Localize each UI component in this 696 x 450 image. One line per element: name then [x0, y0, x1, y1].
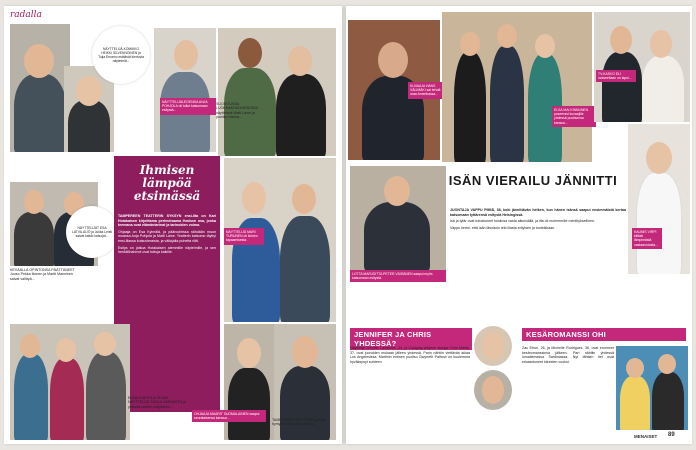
footer-magazine: MENAISET: [634, 434, 658, 439]
section-title-jennifer: JENNIFER JA CHRIS YHDESSÄ?: [350, 328, 472, 350]
body-paragraph-3: Esitys on jatkoa Hotakaisen aiemmille näytelmille, ja sen henkilöhahmot ovat tuttuja kaikille.: [118, 245, 216, 255]
photo-jennifer: [474, 326, 512, 366]
headline: ISÄN VIERAILU JÄNNITTI: [448, 173, 618, 188]
left-page: [4, 6, 342, 444]
body-paragraph-right-3: Vappu kertoi, että isän läsnäolo teki illasta erityisen ja tunteikkaan.: [450, 225, 556, 230]
lead-paragraph: TAMPEREEN TEATTERIN SYKSYN ensi-ilta on Kari Hotakaisen kirjoittama perhedraama Ihmisen osa, jonka teemana ovat elämäntarinat ja tarinoiden voima.: [118, 214, 216, 228]
page-number: 89: [668, 432, 675, 438]
photo-man-glasses: [10, 24, 70, 152]
photo-zac-michelle: [616, 346, 688, 430]
caption-bottom-mid: OHJAAJA MAARIT SUOMALAINEN saapui seuralaisensa kanssa...: [192, 410, 266, 422]
caption-mid-left: KEVÄÄLLÄ OPINTONSA PÄÄTTÄNEET Juuso Pekka Ikonen ja Martti Manninen saivat valittyä...: [10, 268, 75, 281]
article-body-right: [450, 208, 626, 232]
caption-blonde: TV-KASVO ELI luotseellaan on lapsi...: [596, 70, 636, 82]
photo-family-group: [442, 12, 592, 162]
section-body-kesaromanssi: Zac Efron, 26, ja Michelle Rodriguez, 36, ovat eronneet kesäromanssinsa jälkeen. Pari nähtiin yhdessä lomailemassa Sardiniassa. Nyt tähtien tiet ovat erkaantuneet kiireiden vuoksi.: [522, 346, 614, 364]
caption-bottom-left: ELINA KNIHTILÄ OHJAA NÄYTTELIJÄ TUULA VÄÄNÄSTÄ ja ystävää uuteen esitykseen...: [128, 396, 186, 409]
caption-gray-couple: SUOSITUSSA LUOKKAKOKOUKSESSA näyttelevä Matti Laine ja puoliso Hanna...: [216, 102, 258, 120]
bubble-caption-bottom: NÄYTTELIJÄT ESA LATVA-ÄIJÖ ja Jukka Leisti saivat kaikki katsojat...: [66, 206, 118, 258]
section-body-jennifer: Näyttelijä Jennifer Lawrence, 24, ja Coldplay-yhtyeen laulaja Chris Martin, 37, ovat juoruiden mukaan jälleen yhdessä. Parin nähtiin viettävän aikaa Los Angelesissa. Martinin entinen puoliso Gwyneth Paltrow on kuulemma hyväksynyt suhteen.: [350, 346, 470, 364]
caption-far-right: KAUNIS VIRPI kiittää lämpimästä vastaanotosta...: [632, 228, 662, 249]
right-page: [346, 6, 692, 444]
caption-bottom-right: TAMPEREEN TEATTERIN johtaja hymyilee ensi-illan jälkeen...: [272, 418, 327, 427]
body-paragraph-right-2: Isä ja tytär ovat tutustuneet toisiinsa vasta aikuisiällä, ja ilta oli molemmille merkityksellinen.: [450, 219, 596, 224]
section-label: radalla: [10, 10, 42, 20]
photo-woman-center: [154, 28, 216, 152]
lead-paragraph-right: JUONTAJA VAPPU PIMIÄ, 38, koki jännittävän hetken, kun hänen isänsä saapui ensimmäistä kertaa katsomaan tyttärensä esitystä Helsingissä.: [450, 208, 626, 217]
photo-man-reading: [350, 166, 446, 270]
caption-green-couple: NÄYTTELIJÄLEGENDA ANJA POHJOLA oli tullut katsomaan esitystä...: [160, 98, 216, 115]
photo-couple-top-right: [594, 12, 690, 122]
caption-pink-mid: NÄYTTELIJÄ MARI TURUNEN oli iloinen tapaamisesta.: [224, 228, 264, 245]
body-paragraph-2: Ohjaaja on Esa Kylmälä, ja päärooleissa nähdään muun muassa Anja Pohjola ja Matti Laine. Teatterin katsomo täyttyi ensi-illassa kutsuvieraista, ja väliajalla puhetta riitti.: [118, 229, 216, 243]
section-title-kesaromanssi: KESÄROMANSSI OHI: [522, 328, 686, 341]
photo-group-bottom-left: [10, 324, 130, 440]
photo-couple-top-right: [218, 28, 336, 156]
caption-bald-man: KUVAAJA HANS VÄLIMÄKI sai tehdä uraa Amerikassa...: [408, 82, 448, 99]
photo-chris: [474, 370, 512, 410]
article-body-left: [118, 214, 216, 257]
bubble-caption-top: NÄYTTELIJÄ-KOMIKKO HEIKKI SILVENNOINEN ja Tuija Ernamo esittävät kiertuvia näytelmiä...: [92, 26, 150, 84]
photo-woman-bottom: [224, 324, 274, 440]
caption-family: ELSA MAI KINNUNEN poseerasi kuvaajille yhdessä puolisonsa kanssa...: [552, 106, 596, 127]
story-title: Ihmisen lämpöä etsimässä: [133, 163, 201, 203]
photo-blonde-right: [628, 124, 690, 274]
caption-bottom-photo: LOTTA MARJOITTA PETER VÄISÄNEN saapui myös katsomaan esitystä.: [350, 270, 446, 282]
